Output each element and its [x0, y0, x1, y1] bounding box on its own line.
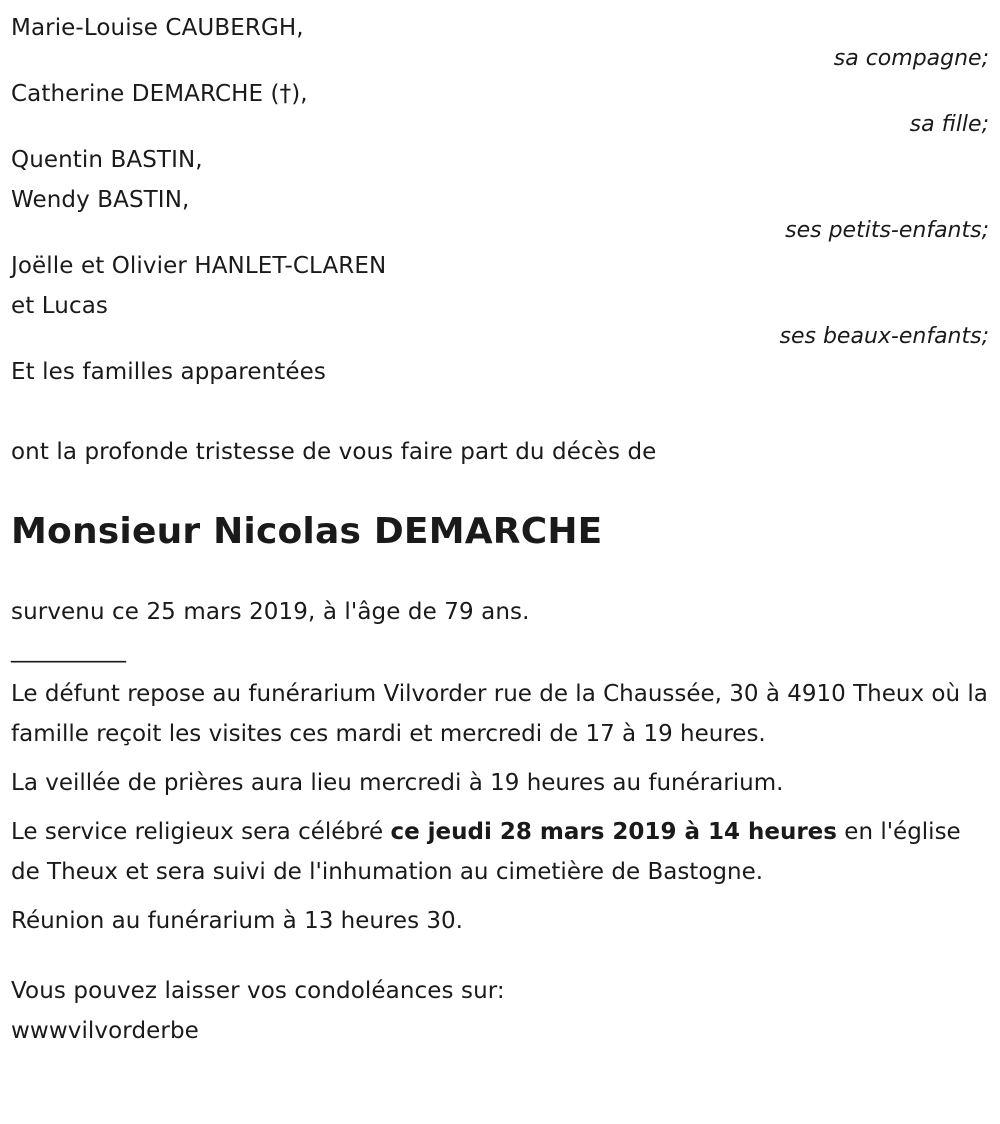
condolences-label: Vous pouvez laisser vos condoléances sur: [11, 978, 505, 1004]
service-date-time: ce jeudi 28 mars 2019 à 14 heures [390, 819, 837, 845]
daughter-name-prefix: Catherine DEMARCHE ( [11, 81, 280, 107]
daughter-role: sa fille; [909, 112, 989, 137]
deceased-name: Monsieur Nicolas DEMARCHE [11, 511, 603, 552]
service-paragraph [11, 812, 989, 892]
condolences-website[interactable]: wwwvilvorderbe [11, 1018, 199, 1044]
cross-icon: † [279, 81, 292, 107]
relatives-line: Et les familles apparentées [11, 359, 326, 385]
separator-line: __________ [11, 637, 126, 663]
partner-role: sa compagne; [833, 46, 989, 71]
partner-name: Marie-Louise CAUBERGH, [11, 15, 304, 41]
in-law-name: Joëlle et Olivier HANLET-CLAREN [11, 253, 387, 279]
death-info: survenu ce 25 mars 2019, à l'âge de 79 ans. [11, 599, 530, 625]
obituary-notice [11, 8, 989, 1051]
in-laws-role: ses beaux-enfants; [779, 324, 989, 349]
grandchildren-role: ses petits-enfants; [785, 218, 989, 243]
vigil-paragraph: La veillée de prières aura lieu mercredi à 19 heures au funérarium. [11, 770, 784, 796]
service-text-before: Le service religieux sera célébré [11, 819, 391, 845]
in-law-name: et Lucas [11, 293, 108, 319]
service-text-after: en l'église de Theux et sera suivi de l'inhumation au cimetière de Bastogne. [11, 819, 961, 885]
daughter-name-suffix: ), [291, 81, 308, 107]
daughter-name [11, 74, 989, 114]
repose-paragraph: Le défunt repose au funérarium Vilvorder rue de la Chaussée, 30 à 4910 Theux où la famille reçoit les visites ces mardi et mercredi de 17 à 19 heures. [11, 681, 988, 747]
announcement-intro: ont la profonde tristesse de vous faire part du décès de [11, 439, 657, 465]
reunion-paragraph: Réunion au funérarium à 13 heures 30. [11, 908, 463, 934]
grandchild-name: Wendy BASTIN, [11, 187, 190, 213]
grandchild-name: Quentin BASTIN, [11, 147, 203, 173]
